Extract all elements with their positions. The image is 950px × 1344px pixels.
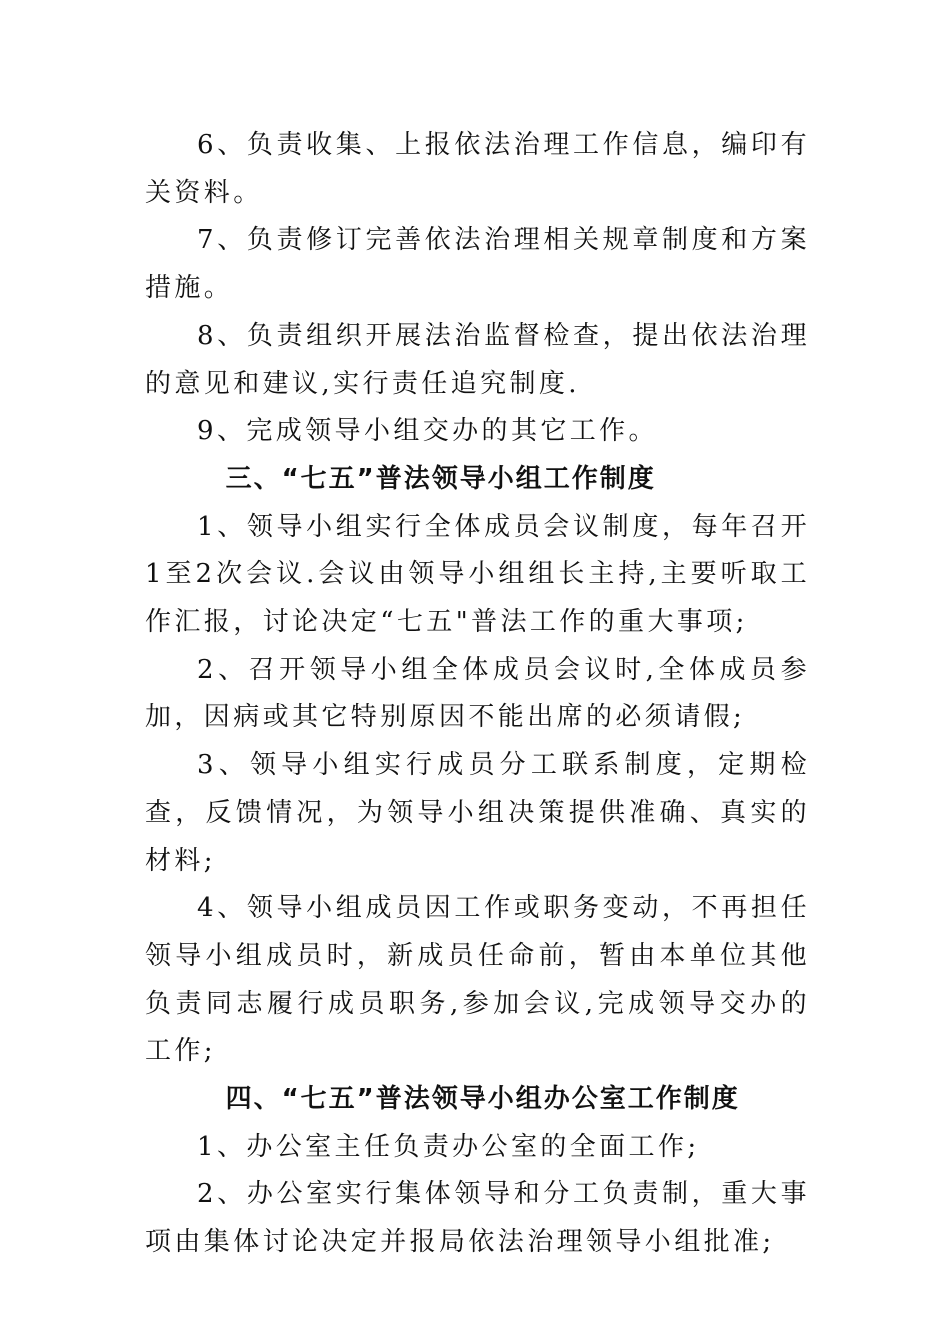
- paragraph-item-9: 9、完成领导小组交办的其它工作。: [197, 416, 658, 447]
- rule-item-3: 3、领导小组实行成员分工联系制度，定期检查，反馈情况，为领导小组决策提供准确、真实的材料;: [145, 750, 810, 876]
- rule-item-2: 2、召开领导小组全体成员会议时,全体成员参加，因病或其它特别原因不能出席的必须请假;: [145, 654, 810, 733]
- paragraph-item-7: 7、负责修订完善依法治理相关规章制度和方案措施。: [145, 225, 810, 304]
- paragraph-item-6: 6、负责收集、上报依法治理工作信息，编印有关资料。: [145, 130, 810, 208]
- office-rule-item-1: 1、办公室主任负责办公室的全面工作;: [197, 1131, 700, 1162]
- paragraph-item-8: 8、负责组织开展法治监督检查，提出依法治理的意见和建议,实行责任追究制度.: [145, 320, 810, 399]
- rule-item-4: 4、领导小组成员因工作或职务变动，不再担任领导小组成员时，新成员任命前，暂由本单位其他负责同志履行成员职务,参加会议,完成领导交办的工作;: [145, 893, 810, 1067]
- office-rule-item-2: 2、办公室实行集体领导和分工负责制，重大事项由集体讨论决定并报局依法治理领导小组批准;: [145, 1179, 810, 1258]
- section-heading-3: 三、“七五”普法领导小组工作制度: [225, 463, 656, 494]
- section-heading-4: 四、“七五”普法领导小组办公室工作制度: [225, 1084, 740, 1115]
- rule-item-1: 1、领导小组实行全体成员会议制度，每年召开1至2次会议.会议由领导小组组长主持,主要听取工作汇报，讨论决定“七五"普法工作的重大事项;: [145, 511, 810, 638]
- document-body: [145, 122, 810, 1267]
